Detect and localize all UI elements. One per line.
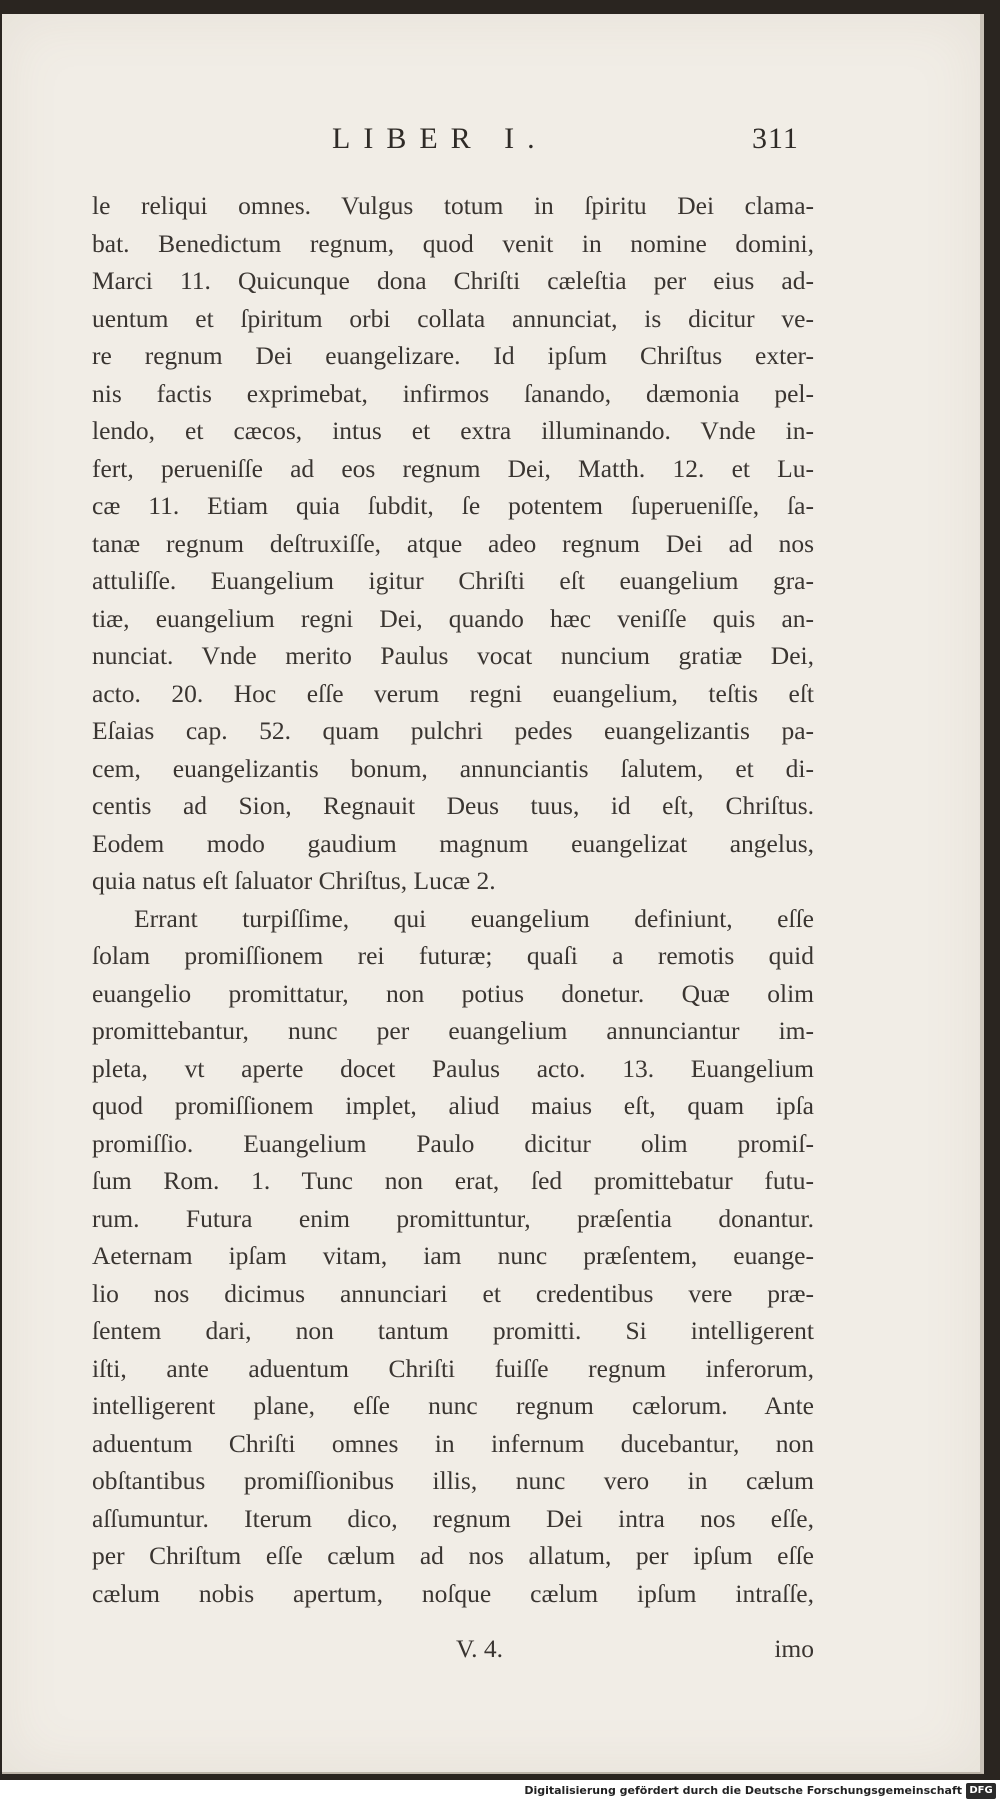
text-line: uentum et ſpiritum orbi collata annunciat, is dicitur ve- <box>92 303 814 333</box>
text-line: promiſſio. Euangelium Paulo dicitur olim promiſ- <box>92 1128 814 1158</box>
text-line: acto. 20. Hoc eſſe verum regni euangelium, teſtis eſt <box>92 678 814 708</box>
text-line: iſti, ante aduentum Chriſti fuiſſe regnum inferorum, <box>92 1353 814 1383</box>
text-line: Errant turpiſſime, qui euangelium definiunt, eſſe <box>134 903 814 933</box>
text-line: fert, perueniſſe ad eos regnum Dei, Matth. 12. et Lu- <box>92 453 814 483</box>
text-line: nis factis exprimebat, infirmos ſanando, dæmonia pel- <box>92 378 814 408</box>
text-line: lendo, et cæcos, intus et extra illuminando. Vnde in- <box>92 416 814 445</box>
text-line: quia natus eſt ſaluator Chriſtus, Lucæ 2. <box>92 866 496 895</box>
text-line: le reliqui omnes. Vulgus totum in ſpiritu Dei clama- <box>92 191 814 220</box>
text-line: Marci 11. Quicunque dona Chriſti cæleſtia per eius ad- <box>92 266 814 295</box>
book-page <box>2 14 984 1774</box>
text-line: per Chriſtum eſſe cælum ad nos allatum, per ipſum eſſe <box>92 1541 814 1570</box>
running-head <box>2 122 980 162</box>
text-line: cælum nobis apertum, noſque cælum ipſum intraſſe, <box>92 1578 814 1608</box>
text-line: intelligerent plane, eſſe nunc regnum cælorum. Ante <box>92 1391 814 1420</box>
digitization-footer <box>0 1780 1000 1803</box>
text-line: tiæ, euangelium regni Dei, quando hæc veniſſe quis an- <box>92 603 814 633</box>
text-line: bat. Benedictum regnum, quod venit in nomine domini, <box>92 228 814 258</box>
funding-note: Digitalisierung gefördert durch die Deutsche Forschungsgemeinschaft <box>524 1784 962 1797</box>
text-line: aſſumuntur. Iterum dico, regnum Dei intra nos eſſe, <box>92 1503 814 1533</box>
text-line: ſolam promiſſionem rei futuræ; quaſi a remotis quid <box>92 941 814 970</box>
text-line: lio nos dicimus annunciari et credentibus vere præ- <box>92 1278 814 1308</box>
text-line: pleta, vt aperte docet Paulus acto. 13. Euangelium <box>92 1053 814 1083</box>
page-foot <box>92 1634 814 1670</box>
text-line: ſentem dari, non tantum promitti. Si intelligerent <box>92 1316 814 1345</box>
text-line: nunciat. Vnde merito Paulus vocat nuncium gratiæ Dei, <box>92 641 814 670</box>
text-line: quod promiſſionem implet, aliud maius eſt, quam ipſa <box>92 1091 814 1120</box>
text-line: rum. Futura enim promittuntur, præſentia donantur. <box>92 1203 814 1233</box>
text-line: Eodem modo gaudium magnum euangelizat angelus, <box>92 828 814 858</box>
dfg-logo-icon: DFG <box>966 1783 996 1799</box>
text-line: aduentum Chriſti omnes in infernum ducebantur, non <box>92 1428 814 1458</box>
signature-mark: V. 4. <box>456 1634 504 1663</box>
text-line: ſum Rom. 1. Tunc non erat, ſed promittebatur futu- <box>92 1166 814 1195</box>
text-line: cem, euangelizantis bonum, annunciantis ſalutem, et di- <box>92 753 814 783</box>
text-line: Eſaias cap. 52. quam pulchri pedes euangelizantis pa- <box>92 716 814 745</box>
text-line: obſtantibus promiſſionibus illis, nunc vero in cælum <box>92 1466 814 1495</box>
text-line: euangelio promittatur, non potius donetur. Quæ olim <box>92 978 814 1008</box>
text-line: attuliſſe. Euangelium igitur Chriſti eſt euangelium gra- <box>92 566 814 595</box>
catchword: imo <box>774 1634 814 1663</box>
text-line: centis ad Sion, Regnauit Deus tuus, id eſt, Chriſtus. <box>92 791 814 820</box>
body-text <box>92 187 814 1612</box>
text-line: Aeternam ipſam vitam, iam nunc præſentem, euange- <box>92 1241 814 1270</box>
text-line: promittebantur, nunc per euangelium annunciantur im- <box>92 1016 814 1045</box>
running-title: LIBER I. <box>332 122 548 155</box>
text-line: tanæ regnum deſtruxiſſe, atque adeo regnum Dei ad nos <box>92 528 814 558</box>
page-number: 311 <box>752 122 799 155</box>
text-line: re regnum Dei euangelizare. Id ipſum Chriſtus exter- <box>92 341 814 370</box>
text-line: cæ 11. Etiam quia ſubdit, ſe potentem ſuperueniſſe, ſa- <box>92 491 814 520</box>
